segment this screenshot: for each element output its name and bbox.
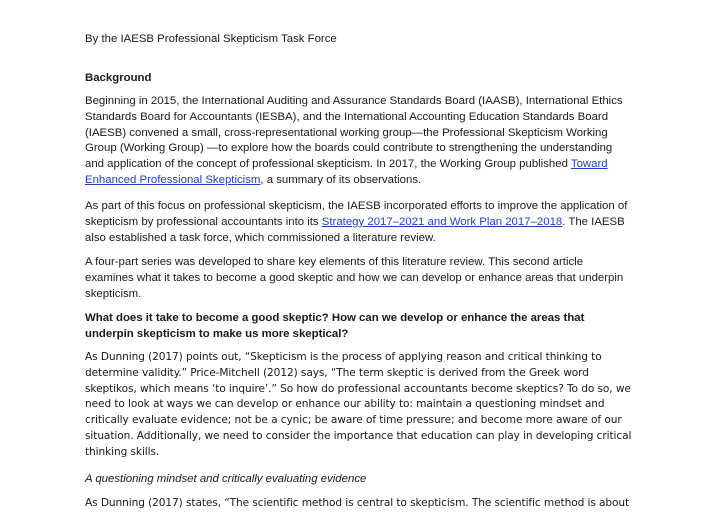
background-paragraph-3: A four-part series was developed to share key elements of this literature review. This second article examines what it takes to become a good skeptic and how we can develop or enhance areas that underpin skepticism. bbox=[85, 256, 624, 300]
background-paragraph-2 bbox=[85, 199, 633, 246]
paragraph-text: . The IAESB also established a task force, which commissioned a literature review. bbox=[85, 215, 625, 244]
question-heading: What does it take to become a good skeptic? How can we develop or enhance the areas that underpin skepticism to make us more skeptical? bbox=[85, 312, 585, 340]
background-paragraph-1 bbox=[85, 94, 633, 189]
background-heading: Background bbox=[85, 72, 152, 84]
section-paragraph: As Dunning (2017) states, “The scientific method is central to skepticism. The scientific method is about bbox=[85, 497, 630, 509]
paragraph-text: Beginning in 2015, the International Auditing and Assurance Standards Board (IAASB), International Ethics Standards Board for Accountants (IESBA), and the International Accounting Education Standards Board (IAESB) convened a small, cross-representational working group—the Professional Skepticism Working Group (Working Group) —to explore how the boards could contribute to strengthening the understanding and application of the concept of professional skepticism. In 2017, the Working Group published bbox=[85, 95, 623, 171]
strategy-work-plan-link[interactable]: Strategy 2017–2021 and Work Plan 2017–2018 bbox=[321, 215, 563, 228]
toward-enhanced-professional-skepticism-link[interactable]: Toward Enhanced Professional Skepticism bbox=[85, 158, 608, 186]
paragraph-text: , a summary of its observations. bbox=[260, 173, 422, 186]
byline: By the IAESB Professional Skepticism Task Force bbox=[85, 33, 337, 45]
paragraph-text: As part of this focus on professional skepticism, the IAESB incorporated efforts to improve the application of skepticism by professional accountants into its bbox=[85, 200, 628, 228]
question-paragraph: As Dunning (2017) points out, “Skepticism is the process of applying reason and critical thinking to determine validity.” Price-Mitchell (2012) says, “The term skeptic is derived from the Greek word skeptikos, which means ‘to inquire’.” So how do professional accountants become skeptics? To do so, we need to look at ways we can develop or enhance our ability to: maintain a questioning mindset and critically evaluate evidence; not be a cynic; be aware of time pressure; and become more aware of our situation. Additionally, we need to consider the importance that education can play in developing critical thinking skills. bbox=[85, 351, 632, 458]
section-subheading: A questioning mindset and critically evaluating evidence bbox=[85, 473, 367, 485]
